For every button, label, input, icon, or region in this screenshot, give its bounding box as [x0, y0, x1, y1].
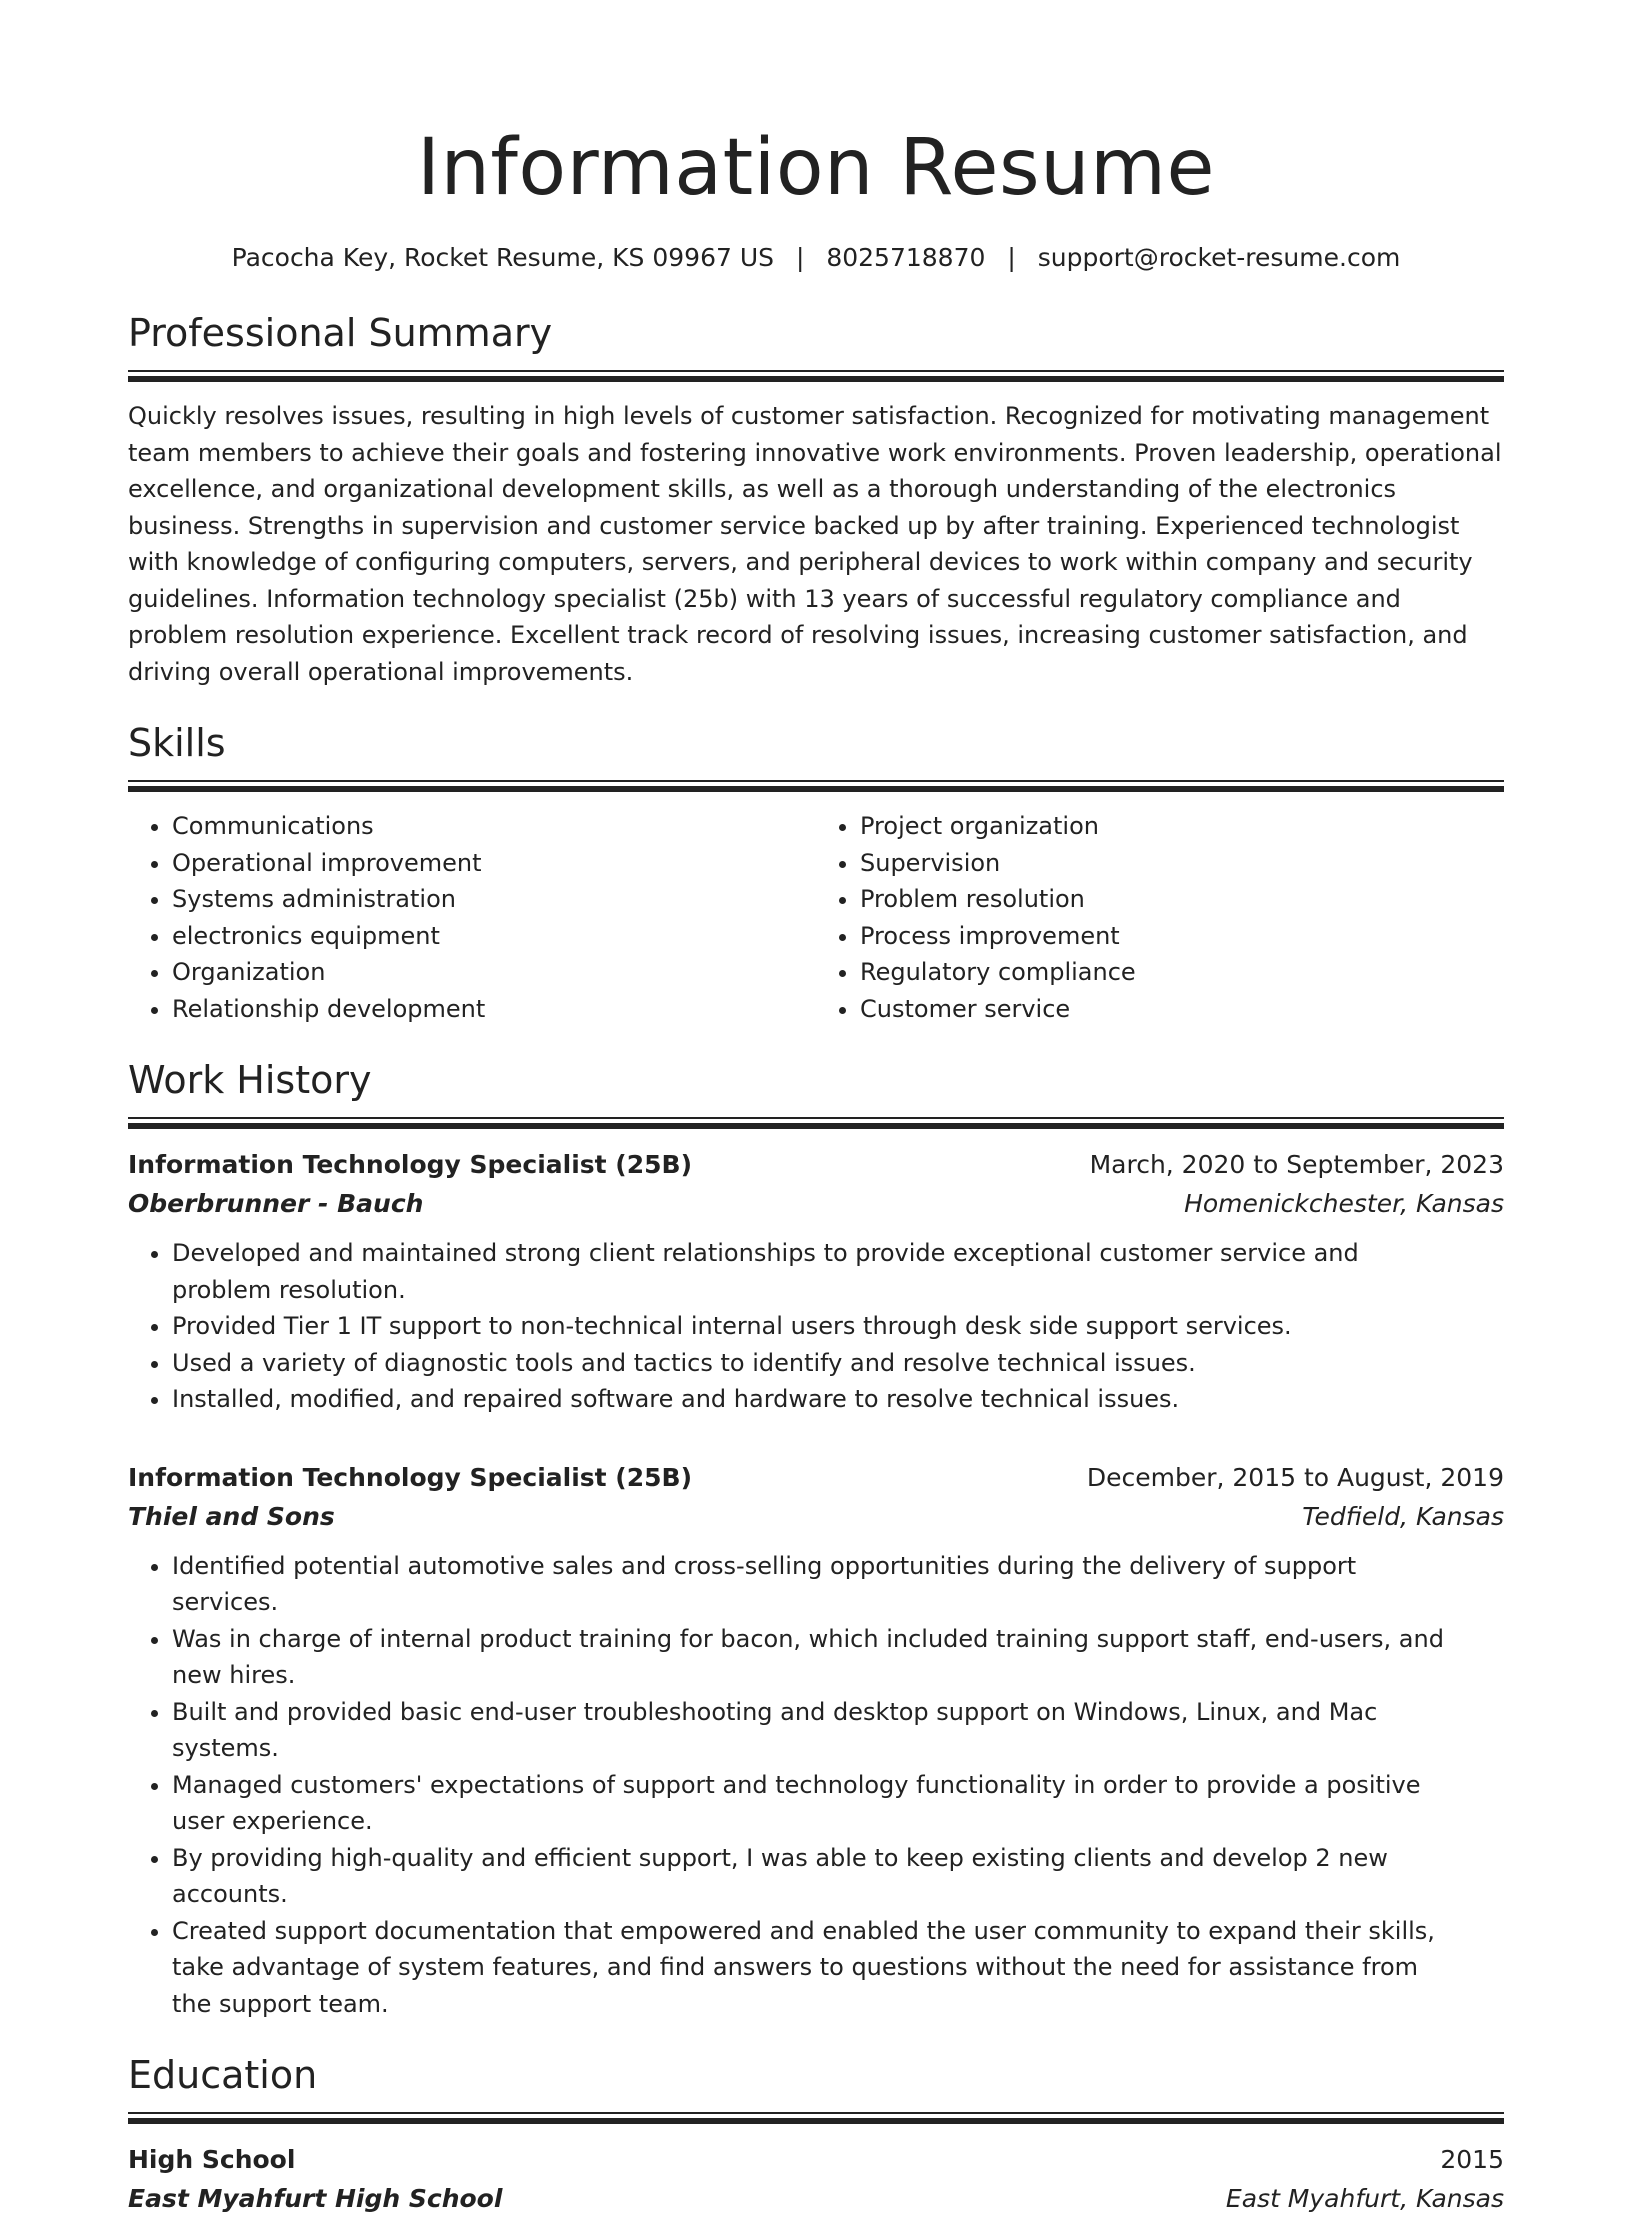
job-entry — [128, 1458, 1504, 2023]
job-bullet: • Created support documentation that empowered and enabled the user community to expand their skills, take advantage of system features, and find answers to questions without the need for assistance from the support team. — [172, 1913, 1504, 2023]
skill-item: • Systems administration — [172, 881, 816, 918]
skill-item: • electronics equipment — [172, 918, 816, 955]
job-company-row — [128, 1185, 1504, 1223]
job-bullet: • Installed, modified, and repaired software and hardware to resolve technical issues. — [172, 1381, 1504, 1418]
education-section — [128, 2050, 1504, 2218]
job-bullets — [128, 1548, 1504, 2023]
job-dates: December, 2015 to August, 2019 — [1086, 1462, 1504, 1492]
job-location: Homenickchester, Kansas — [1184, 1189, 1504, 1218]
summary-section — [128, 308, 1504, 690]
contact-line — [128, 240, 1504, 276]
skills-list-left — [128, 808, 816, 1027]
job-title: Information Technology Specialist (25B) — [128, 1462, 693, 1492]
summary-text: Quickly resolves issues, resulting in high levels of customer satisfaction. Recognized for motivating management team members to achieve their goals and fostering innovative work environments. Proven leadership, operational excellence, and organizational development skills, as well as a thorough understanding of the electronics business. Strengths in supervision and customer service backed up by after training. Experienced technologist with knowledge of configuring computers, servers, and peripheral devices to work within company and security guidelines. Information technology specialist (25b) with 13 years of successful regulatory compliance and problem resolution experience. Excellent track record of resolving issues, increasing customer satisfaction, and driving overall operational improvements. — [128, 402, 1502, 686]
job-company: Thiel and Sons — [128, 1501, 335, 1531]
education-entry — [128, 2140, 1504, 2218]
education-school: East Myahfurt High School — [128, 2184, 503, 2213]
job-entry — [128, 1145, 1504, 1418]
contact-address: Pacocha Key, Rocket Resume, KS 09967 US — [231, 243, 774, 272]
job-bullets — [128, 1235, 1504, 1418]
skill-item: • Organization — [172, 954, 816, 991]
skill-item: • Supervision — [860, 845, 1504, 882]
education-header-row — [128, 2140, 1504, 2180]
job-header-row — [128, 1145, 1504, 1185]
job-header-row — [128, 1458, 1504, 1498]
job-company: Oberbrunner - Bauch — [128, 1189, 424, 1218]
job-bullet: • Identified potential automotive sales and cross-selling opportunities during the delivery of support services. — [172, 1548, 1504, 1621]
education-year: 2015 — [1440, 2145, 1504, 2174]
section-divider — [128, 2112, 1504, 2124]
education-heading: Education — [128, 2053, 318, 2097]
skills-list-right — [816, 808, 1504, 1027]
skill-item: • Operational improvement — [172, 845, 816, 882]
contact-separator: | — [1007, 243, 1016, 272]
summary-heading: Professional Summary — [128, 311, 553, 355]
skill-item: • Project organization — [860, 808, 1504, 845]
job-company-row — [128, 1498, 1504, 1536]
contact-email: support@rocket-resume.com — [1037, 243, 1401, 272]
job-bullet: • Used a variety of diagnostic tools and tactics to identify and resolve technical issues. — [172, 1345, 1504, 1382]
work-history-heading: Work History — [128, 1058, 372, 1102]
skills-heading: Skills — [128, 721, 226, 765]
job-bullet: • Developed and maintained strong client relationships to provide exceptional customer service and problem resolution. — [172, 1235, 1504, 1308]
job-bullet: • Built and provided basic end-user troubleshooting and desktop support on Windows, Linux, and Mac systems. — [172, 1694, 1504, 1767]
job-bullet: • Was in charge of internal product training for bacon, which included training support staff, end-users, and new hires. — [172, 1621, 1504, 1694]
resume-name: Information Resume — [416, 123, 1216, 213]
education-school-row — [128, 2180, 1504, 2218]
section-divider — [128, 780, 1504, 792]
skill-item: • Problem resolution — [860, 881, 1504, 918]
work-history-section — [128, 1055, 1504, 2022]
section-divider — [128, 1117, 1504, 1129]
skill-item: • Relationship development — [172, 991, 816, 1028]
contact-separator: | — [795, 243, 805, 272]
education-location: East Myahfurt, Kansas — [1225, 2184, 1504, 2213]
contact-phone: 8025718870 — [826, 243, 986, 272]
job-bullet: • By providing high-quality and efficient support, I was able to keep existing clients and develop 2 new accounts. — [172, 1840, 1504, 1913]
job-location: Tedfield, Kansas — [1302, 1501, 1504, 1531]
job-dates: March, 2020 to September, 2023 — [1089, 1150, 1504, 1179]
section-divider — [128, 370, 1504, 382]
skill-item: • Process improvement — [860, 918, 1504, 955]
education-degree: High School — [128, 2145, 296, 2174]
skill-item: • Regulatory compliance — [860, 954, 1504, 991]
skill-item: • Customer service — [860, 991, 1504, 1028]
skill-item: • Communications — [172, 808, 816, 845]
skills-section — [128, 718, 1504, 1027]
skills-columns — [128, 808, 1504, 1027]
job-title: Information Technology Specialist (25B) — [128, 1150, 693, 1179]
job-bullet: • Managed customers' expectations of support and technology functionality in order to provide a positive user experience. — [172, 1767, 1504, 1840]
job-bullet: • Provided Tier 1 IT support to non-technical internal users through desk side support services. — [172, 1308, 1504, 1345]
